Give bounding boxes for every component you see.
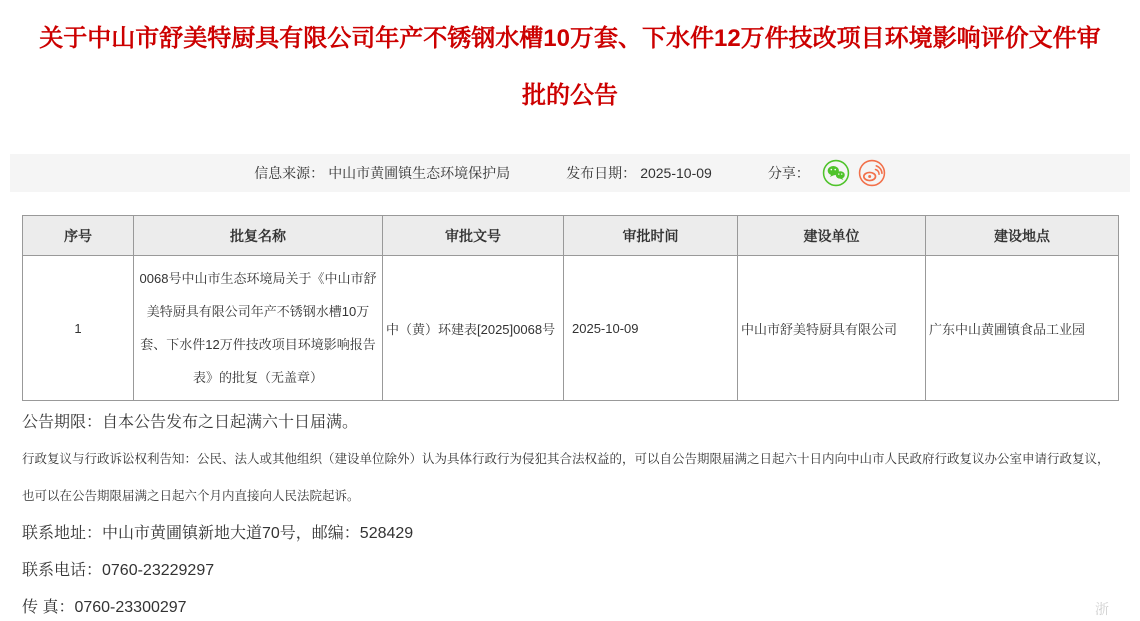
contact-phone-paragraph: 联系电话：0760-23229297 <box>22 562 215 579</box>
col-header-doc-no: 审批文号 <box>383 216 564 256</box>
meta-bar <box>10 154 1130 192</box>
cell-approval-name: 0068号中山市生态环境局关于《中山市舒美特厨具有限公司年产不锈钢水槽10万套、下水件12万件技改项目环境影响报告表》的批复（无盖章） <box>134 256 383 401</box>
watermark-fragment: 浙 <box>1095 601 1109 617</box>
table-row <box>23 256 1119 401</box>
page-title: 关于中山市舒美特厨具有限公司年产不锈钢水槽10万套、下水件12万件技改项目环境影响评价文件审批的公告 <box>39 25 1101 109</box>
cell-construction-site: 广东中山黄圃镇食品工业园 <box>926 256 1119 401</box>
notice-period-paragraph: 公告期限：自本公告发布之日起满六十日届满。 <box>22 414 359 431</box>
wechat-share-icon[interactable] <box>822 159 850 187</box>
col-header-seq: 序号 <box>23 216 134 256</box>
share-group <box>768 159 886 187</box>
contact-address-paragraph: 联系地址：中山市黄圃镇新地大道70号，邮编：528429 <box>22 525 414 542</box>
fax-paragraph: 传 真：0760-23300297 <box>22 599 187 616</box>
publish-date <box>566 163 712 183</box>
legal-rights-paragraph: 行政复议与行政诉讼权利告知：公民、法人或其他组织（建设单位除外）认为具体行政行为侵犯其合法权益的，可以自公告期限届满之日起六十日内向中山市人民政府行政复议办公室申请行政复议，也可以在公告期限届满之日起六个月内直接向人民法院起诉。 <box>22 452 1110 503</box>
cell-approval-time: 2025-10-09 <box>564 256 738 401</box>
share-label: 分享： <box>767 165 810 181</box>
table-header-row <box>23 216 1119 256</box>
info-source <box>254 163 510 183</box>
publish-date-label: 发布日期： <box>566 165 637 181</box>
notice-text <box>22 404 1118 621</box>
col-header-approval-name: 批复名称 <box>134 216 383 256</box>
col-header-construction-site: 建设地点 <box>926 216 1119 256</box>
col-header-approval-time: 审批时间 <box>564 216 738 256</box>
cell-construction-unit: 中山市舒美特厨具有限公司 <box>738 256 926 401</box>
cell-doc-no: 中（黄）环建表[2025]0068号 <box>383 256 564 401</box>
cell-seq: 1 <box>23 256 134 401</box>
weibo-share-icon[interactable] <box>858 159 886 187</box>
col-header-construction-unit: 建设单位 <box>738 216 926 256</box>
approval-table <box>22 215 1119 401</box>
info-source-value: 中山市黄圃镇生态环境保护局 <box>328 165 511 181</box>
publish-date-value: 2025-10-09 <box>640 165 712 181</box>
info-source-label: 信息来源： <box>254 165 325 181</box>
